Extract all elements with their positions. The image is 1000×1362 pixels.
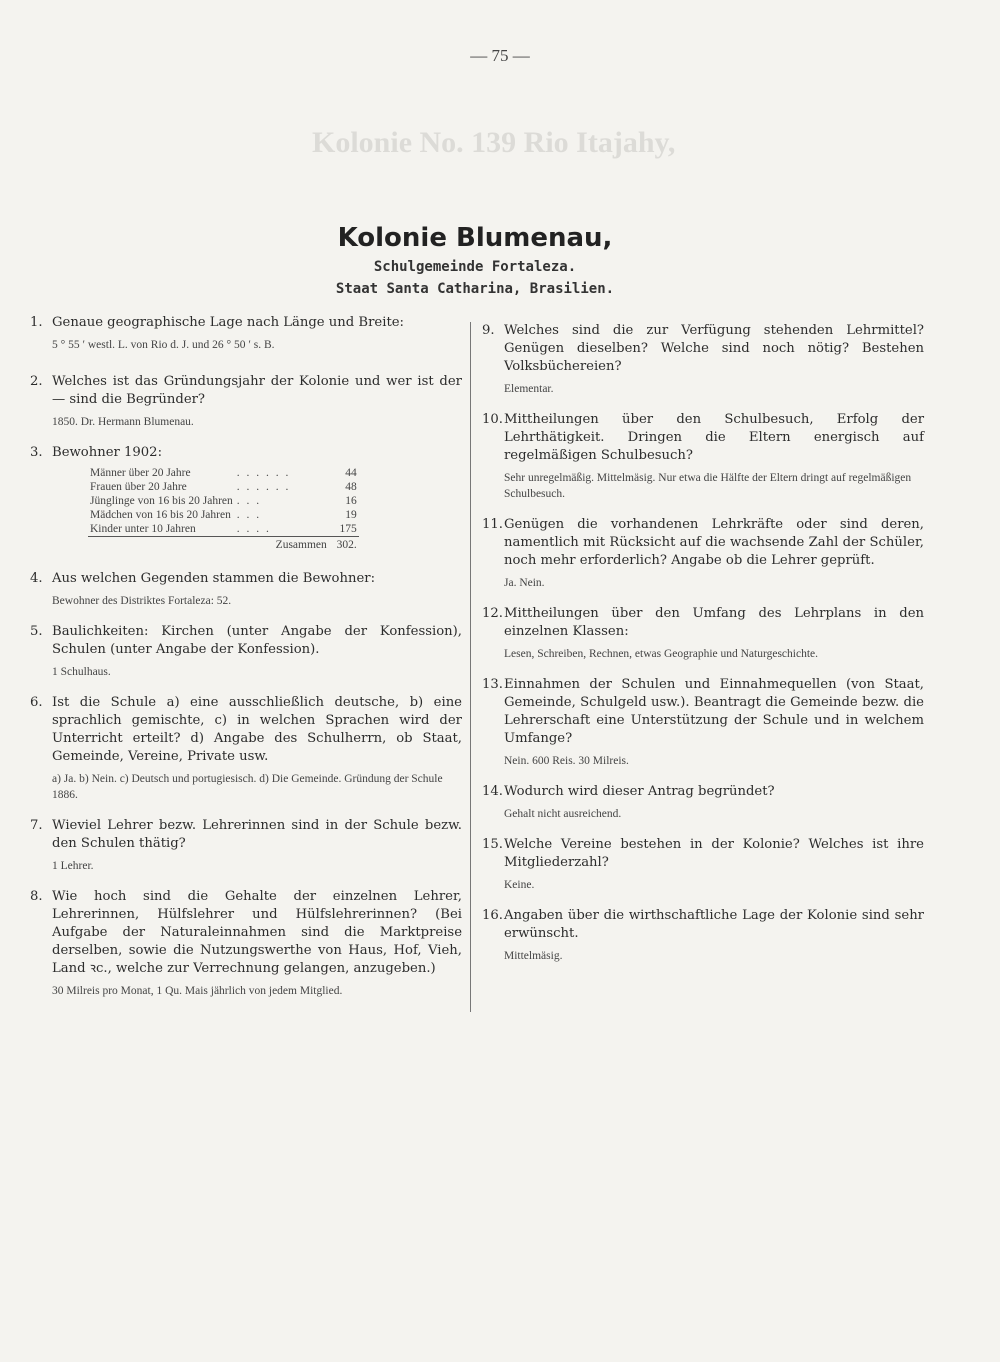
page-number: — 75 —: [470, 46, 530, 65]
question-text: Baulichkeiten: Kirchen (unter Angabe der Konfession), Schulen (unter Angabe der Konfession).: [52, 624, 462, 657]
row-dots: . . .: [236, 509, 262, 521]
answer-text: Lesen, Schreiben, Rechnen, etwas Geographie und Naturgeschichte.: [504, 648, 819, 660]
question-item: [482, 783, 924, 822]
question-number: 4.: [30, 571, 43, 586]
answer-text: Gehalt nicht ausreichend.: [504, 808, 622, 820]
answer-text: Elementar.: [504, 383, 554, 395]
table-row: [88, 466, 359, 480]
row-dots: . . . .: [236, 523, 271, 535]
question-text: Aus welchen Gegenden stammen die Bewohner:: [52, 571, 376, 586]
question-text: Genaue geographische Lage nach Länge und Breite:: [52, 315, 404, 330]
row-label: Männer über 20 Jahre: [90, 467, 191, 479]
page-subtitle: Schulgemeinde Fortaleza.: [373, 259, 577, 275]
row-value: 44: [345, 467, 357, 479]
total-value: 302.: [329, 537, 359, 553]
question-item: [482, 605, 924, 662]
row-label: Kinder unter 10 Jahren: [90, 523, 196, 535]
answer-text: Bewohner des Distriktes Fortaleza: 52.: [52, 595, 232, 607]
question-item: [30, 444, 462, 552]
page-location: Staat Santa Catharina, Brasilien.: [335, 281, 615, 297]
question-number: 6.: [30, 695, 43, 710]
question-text: Wie hoch sind die Gehalte der einzelnen Lehrer, Lehrerinnen, Hülfslehrer und Hülfslehrerinnen? (Bei Aufgabe der Naturaleinnahmen sind die Marktpreise derselben, sowie die Nutzungswerthe von Haus, Hof, Vieh, Land ꝛc., welche zur Verrechnung gelangen, anzugeben.): [52, 889, 462, 976]
question-number: 3.: [30, 445, 43, 460]
right-column: [482, 314, 924, 978]
question-number: 9.: [482, 323, 495, 338]
question-number: 11.: [482, 517, 503, 532]
question-item: [30, 373, 462, 430]
row-value: 16: [345, 495, 357, 507]
row-value: 19: [345, 509, 357, 521]
row-dots: . . . . . .: [236, 467, 291, 479]
table-row: [88, 494, 359, 508]
table-row: [88, 508, 359, 522]
question-text: Mittheilungen über den Umfang des Lehrplans in den einzelnen Klassen:: [504, 606, 924, 639]
question-number: 5.: [30, 624, 43, 639]
question-text: Welche Vereine bestehen in der Kolonie? Welches ist ihre Mitgliederzahl?: [504, 837, 924, 870]
question-number: 7.: [30, 818, 43, 833]
question-text: Mittheilungen über den Schulbesuch, Erfolg der Lehrthätigkeit. Dringen die Eltern energisch auf regelmäßigen Schulbesuch?: [504, 412, 924, 463]
question-item: [482, 322, 924, 397]
answer-text: 1 Lehrer.: [52, 860, 94, 872]
row-value: 48: [345, 481, 357, 493]
question-text: Wieviel Lehrer bezw. Lehrerinnen sind in der Schule bezw. den Schulen thätig?: [52, 818, 462, 851]
row-value: 175: [339, 523, 357, 535]
answer-text: 1 Schulhaus.: [52, 666, 111, 678]
question-item: [30, 694, 462, 803]
answer-text: 5 ° 55 ′ westl. L. von Rio d. J. und 26 ° 50 ′ s. B.: [52, 339, 275, 351]
question-number: 14.: [482, 784, 503, 799]
page-title: Kolonie Blumenau,: [337, 223, 613, 253]
question-number: 16.: [482, 908, 503, 923]
question-text: Wodurch wird dieser Antrag begründet?: [504, 784, 775, 799]
question-text: Angaben über die wirthschaftliche Lage der Kolonie sind sehr erwünscht.: [504, 908, 924, 941]
answer-text: Nein. 600 Reis. 30 Milreis.: [504, 755, 629, 767]
table-total-row: [88, 537, 359, 553]
question-number: 12.: [482, 606, 503, 621]
row-dots: . . . . . .: [236, 481, 291, 493]
question-item: [30, 570, 462, 609]
question-number: 15.: [482, 837, 503, 852]
question-text: Ist die Schule a) eine ausschließlich deutsche, b) eine sprachlich gemischte, c) in welchen Sprachen wird der Unterricht erteilt? d) Angabe des Schulherrn, ob Staat, Gemeinde, Vereine, Private usw.: [52, 695, 462, 764]
row-dots: . . .: [236, 495, 262, 507]
answer-text: Mittelmäsig.: [504, 950, 563, 962]
row-label: Mädchen von 16 bis 20 Jahren: [90, 509, 231, 521]
column-divider: [470, 322, 471, 1012]
question-number: 13.: [482, 677, 503, 692]
answer-text: Keine.: [504, 879, 535, 891]
question-text: Bewohner 1902:: [52, 445, 163, 460]
row-label: Frauen über 20 Jahre: [90, 481, 187, 493]
question-text: Einnahmen der Schulen und Einnahmequellen (von Staat, Gemeinde, Schulgeld usw.). Beantragt die Gemeinde bezw. die Lehrerschaft eine Unterstützung der Schule und in welchem Umfange?: [504, 677, 924, 746]
left-column: [30, 314, 462, 1013]
question-item: [30, 817, 462, 874]
question-text: Welches ist das Gründungsjahr der Kolonie und wer ist der — sind die Begründer?: [52, 374, 462, 407]
question-number: 8.: [30, 889, 43, 904]
answer-text: Sehr unregelmäßig. Mittelmäsig. Nur etwa die Hälfte der Eltern dringt auf regelmäßigen Schulbesuch.: [504, 472, 912, 500]
question-item: [30, 623, 462, 680]
answer-text: a) Ja. b) Nein. c) Deutsch und portugiesisch. d) Die Gemeinde. Gründung der Schule 1886.: [52, 773, 443, 801]
question-text: Welches sind die zur Verfügung stehenden Lehrmittel? Genügen dieselben? Welche sind noch nötig? Bestehen Volksbüchereien?: [504, 323, 924, 374]
question-text: Genügen die vorhandenen Lehrkräfte oder sind deren, namentlich mit Rücksicht auf die wachsende Zahl der Schüler, noch mehr erforderlich? Angabe ob die Lehrer geprüft.: [504, 517, 924, 568]
population-table: [88, 466, 359, 552]
answer-text: 30 Milreis pro Monat, 1 Qu. Mais jährlich von jedem Mitglied.: [52, 985, 343, 997]
table-row: [88, 480, 359, 494]
answer-text: 1850. Dr. Hermann Blumenau.: [52, 416, 194, 428]
question-number: 2.: [30, 374, 43, 389]
row-label: Jünglinge von 16 bis 20 Jahren: [90, 495, 233, 507]
total-label: Zusammen: [235, 537, 329, 553]
question-item: [482, 516, 924, 591]
answer-text: Ja. Nein.: [504, 577, 545, 589]
question-item: [30, 888, 462, 999]
question-item: [482, 836, 924, 893]
question-item: [482, 411, 924, 502]
question-number: 10.: [482, 412, 503, 427]
bleed-through-title: Kolonie No. 139 Rio Itajahy,: [312, 126, 676, 159]
table-row: [88, 522, 359, 537]
question-item: [30, 314, 462, 353]
question-item: [482, 676, 924, 769]
question-item: [482, 907, 924, 964]
question-number: 1.: [30, 315, 43, 330]
